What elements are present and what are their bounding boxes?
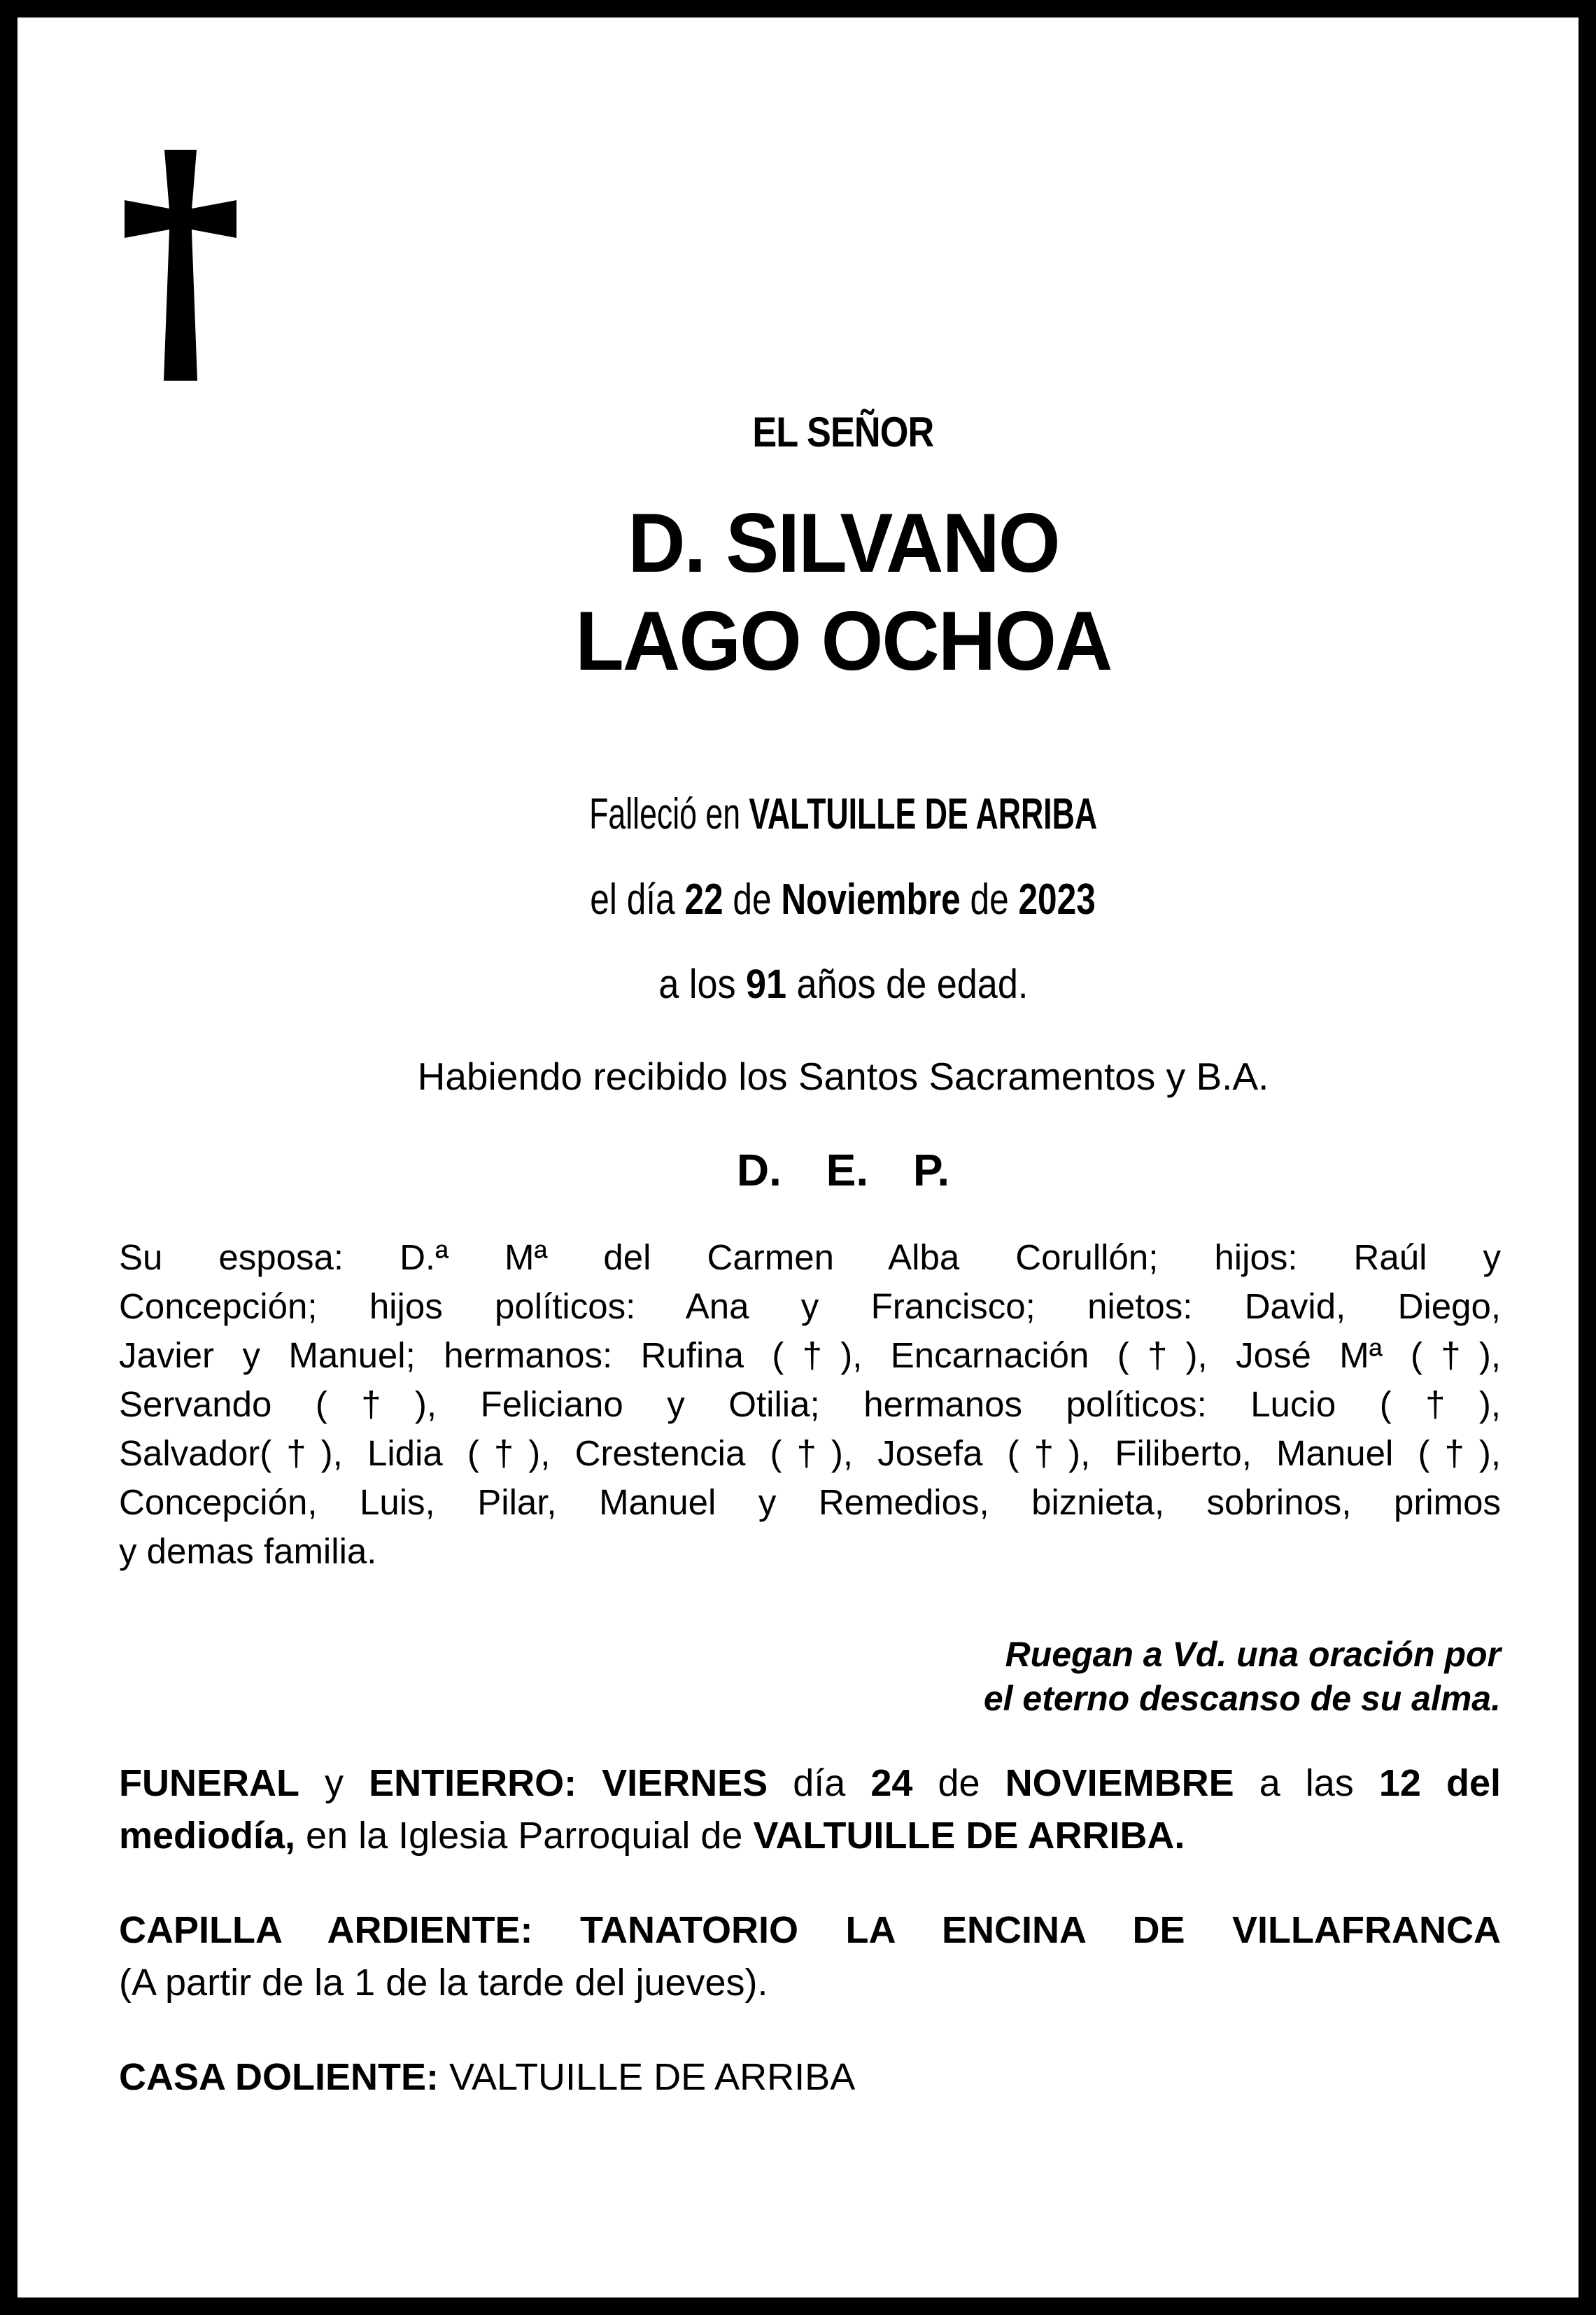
date-prefix: el día (590, 875, 685, 924)
date-day: 22 (684, 875, 724, 924)
wake-info (119, 1911, 1501, 2016)
family-line: Servando (†), Feliciano y Otilia; hermanos políticos: Lucio (†), (119, 1384, 1501, 1424)
date-month: Noviembre (781, 875, 961, 924)
mourning-house-line (119, 2058, 1501, 2096)
funeral-info (119, 1764, 1501, 1869)
funeral-day-label: ENTIERRO: VIERNES (369, 1762, 768, 1804)
death-date-line (192, 875, 1494, 924)
funeral-label: FUNERAL (119, 1762, 299, 1804)
wake-line-2: (A partir de la 1 de la tarde del jueves). (119, 1962, 768, 2004)
family-line: Concepción; hijos políticos: Ana y Francisco; nietos: David, Diego, (119, 1286, 1501, 1326)
prayer-line-2: el eterno descanso de su alma. (983, 1679, 1501, 1718)
age-prefix: a los (658, 962, 736, 1007)
funeral-hour: 12 del (1378, 1762, 1501, 1804)
death-place-value: VALTUILLE DE ARRIBA (749, 790, 1097, 838)
salutation-heading (192, 409, 1494, 456)
deceased-name-line-2: LAGO OCHOA (574, 594, 1112, 688)
funeral-line-2 (119, 1817, 1501, 1869)
funeral-connector: y (299, 1762, 369, 1804)
funeral-line-1 (119, 1764, 1501, 1817)
funeral-parish-place: VALTUILLE DE ARRIBA. (753, 1815, 1185, 1857)
funeral-church-text: en la Iglesia Parroquial de (295, 1815, 754, 1857)
sacraments-text: Habiendo recibido los Santos Sacramentos y B.A. (417, 1055, 1269, 1098)
funeral-hour-suffix: mediodía, (119, 1815, 296, 1857)
salutation-text: EL SEÑOR (752, 409, 934, 456)
age-suffix: años de edad. (796, 962, 1029, 1007)
funeral-text: a las (1234, 1762, 1379, 1804)
funeral-month: NOVIEMBRE (1005, 1762, 1234, 1804)
age-value: 91 (745, 962, 786, 1007)
cross-icon (125, 150, 236, 381)
rip-abbreviation (192, 1145, 1494, 1195)
prayer-request (119, 1637, 1501, 1725)
family-paragraph (119, 1239, 1501, 1582)
sacraments-line (192, 1057, 1494, 1096)
family-line: Salvador(†), Lidia (†), Crestencia (†), Josefa (†), Filiberto, Manuel (†), (119, 1433, 1501, 1473)
funeral-text: día (768, 1762, 871, 1804)
funeral-text: de (912, 1762, 1005, 1804)
date-year: 2023 (1018, 875, 1096, 924)
mourning-house-label: CASA DOLIENTE: (119, 2056, 439, 2098)
family-line: Javier y Manuel; hermanos: Rufina (†), Encarnación (†), José Mª (†), (119, 1335, 1501, 1375)
age-line (192, 964, 1494, 1005)
date-connector: de (723, 875, 782, 924)
rip-text: D. E. P. (736, 1145, 950, 1195)
wake-line-1: CAPILLA ARDIENTE: TANATORIO LA ENCINA DE VILLAFRANCA (119, 1909, 1501, 1951)
death-place-line (192, 790, 1494, 838)
funeral-date-day: 24 (870, 1762, 913, 1804)
family-line: y demas familia. (119, 1531, 377, 1571)
date-connector-2: de (961, 875, 1019, 924)
prayer-line-1: Ruegan a Vd. una oración por (1005, 1635, 1501, 1674)
mourning-house-value: VALTUILLE DE ARRIBA (439, 2056, 856, 2098)
deceased-name-line-1: D. SILVANO (627, 496, 1059, 590)
death-place-prefix: Falleció en (589, 790, 749, 838)
family-line: Su esposa: D.ª Mª del Carmen Alba Corullón; hijos: Raúl y (119, 1237, 1501, 1277)
family-line: Concepción, Luis, Pilar, Manuel y Remedios, biznieta, sobrinos, primos (119, 1482, 1501, 1522)
